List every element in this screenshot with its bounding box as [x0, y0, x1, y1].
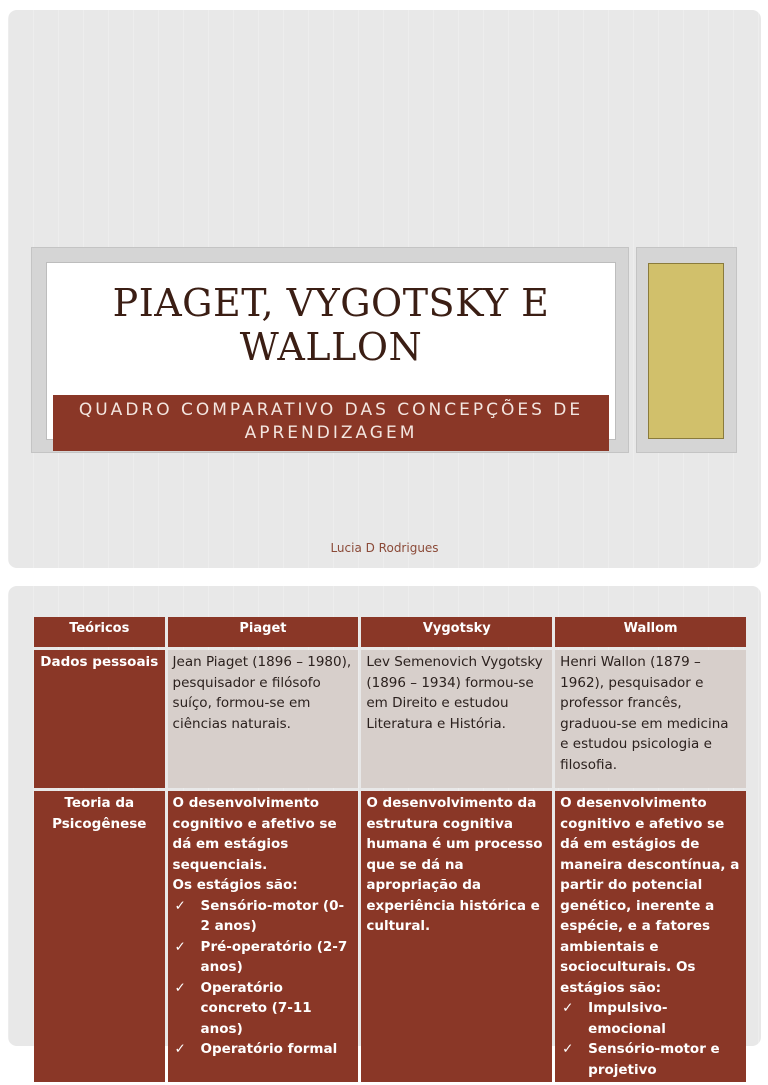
header-theorists: Teóricos: [34, 617, 165, 647]
table-row: [34, 650, 746, 788]
list-item: [173, 937, 354, 978]
stage-label: Operatório formal: [200, 1041, 338, 1057]
wallon-theory: [555, 791, 746, 1082]
title-frame: [31, 247, 629, 453]
stage-label: Sensório-motor e projetivo: [588, 1041, 720, 1078]
comparison-slide: [8, 586, 761, 1078]
vygotsky-theory: [361, 791, 552, 1082]
piaget-theory-intro: O desenvolvimento cognitivo e afetivo se dá em estágios sequenciais.: [172, 795, 337, 873]
accent-frame: [636, 247, 737, 453]
stage-label: Impulsivo-emocional: [588, 1000, 668, 1037]
title-slide: [8, 10, 761, 568]
author-name: Lucia D Rodrigues: [330, 541, 439, 555]
check-icon: ✓: [562, 1000, 574, 1016]
stage-label: Pré-operatório (2-7 anos): [200, 938, 348, 975]
header-vygotsky: Vygotsky: [361, 617, 552, 647]
piaget-stages-lead: Os estágios são:: [172, 877, 298, 893]
header-wallon: Wallom: [555, 617, 746, 647]
table-row: [34, 791, 746, 1082]
check-icon: ✓: [174, 979, 186, 996]
list-item: [560, 998, 741, 1039]
stage-label: Sensório-motor (0-2 anos): [200, 897, 345, 934]
title-box: [46, 262, 616, 443]
wallon-personal: Henri Wallon (1879 – 1962), pesquisador e professor francês, graduou-se em medicina e estudou psicologia e filosofia.: [555, 650, 746, 788]
row-label-theory: Teoria da Psicogênese: [34, 791, 165, 1082]
vygotsky-personal: Lev Semenovich Vygotsky (1896 – 1934) formou-se em Direito e estudou Literatura e História.: [361, 650, 552, 788]
check-icon: ✓: [174, 897, 186, 914]
slide-subtitle: QUADRO COMPARATIVO DAS CONCEPÇÕES DE APRENDIZAGEM: [78, 400, 584, 443]
check-icon: ✓: [174, 1041, 186, 1057]
check-icon: ✓: [174, 938, 186, 955]
check-icon: ✓: [562, 1041, 574, 1057]
wallon-theory-intro: O desenvolvimento cognitivo e afetivo se dá em estágios de maneira descontínua, a partir do potencial genético, inerente a espécie, e a fatores ambientais e socioculturais. Os estágios são:: [560, 795, 740, 996]
subtitle-bar: [53, 395, 609, 451]
stage-label: Operatório concreto (7-11 anos): [200, 979, 312, 1037]
table-header-row: [34, 617, 746, 647]
list-item: [173, 896, 354, 937]
comparison-table: [31, 614, 749, 1085]
header-piaget: Piaget: [168, 617, 359, 647]
piaget-theory: [168, 791, 359, 1082]
wallon-stage-list: [560, 998, 741, 1080]
slide-title: PIAGET, VYGOTSKY E WALLON: [112, 281, 550, 369]
piaget-stage-list: [173, 896, 354, 1060]
row-label-personal: Dados pessoais: [34, 650, 165, 788]
list-item: [173, 1039, 354, 1060]
vygotsky-theory-intro: O desenvolvimento da estrutura cognitiva humana é um processo que se dá na apropriação da experiência histórica e cultural.: [366, 795, 543, 934]
list-item: [560, 1039, 741, 1080]
list-item: [173, 978, 354, 1040]
piaget-personal: Jean Piaget (1896 – 1980), pesquisador e filósofo suíço, formou-se em ciências naturais.: [168, 650, 359, 788]
accent-block: [648, 263, 724, 439]
